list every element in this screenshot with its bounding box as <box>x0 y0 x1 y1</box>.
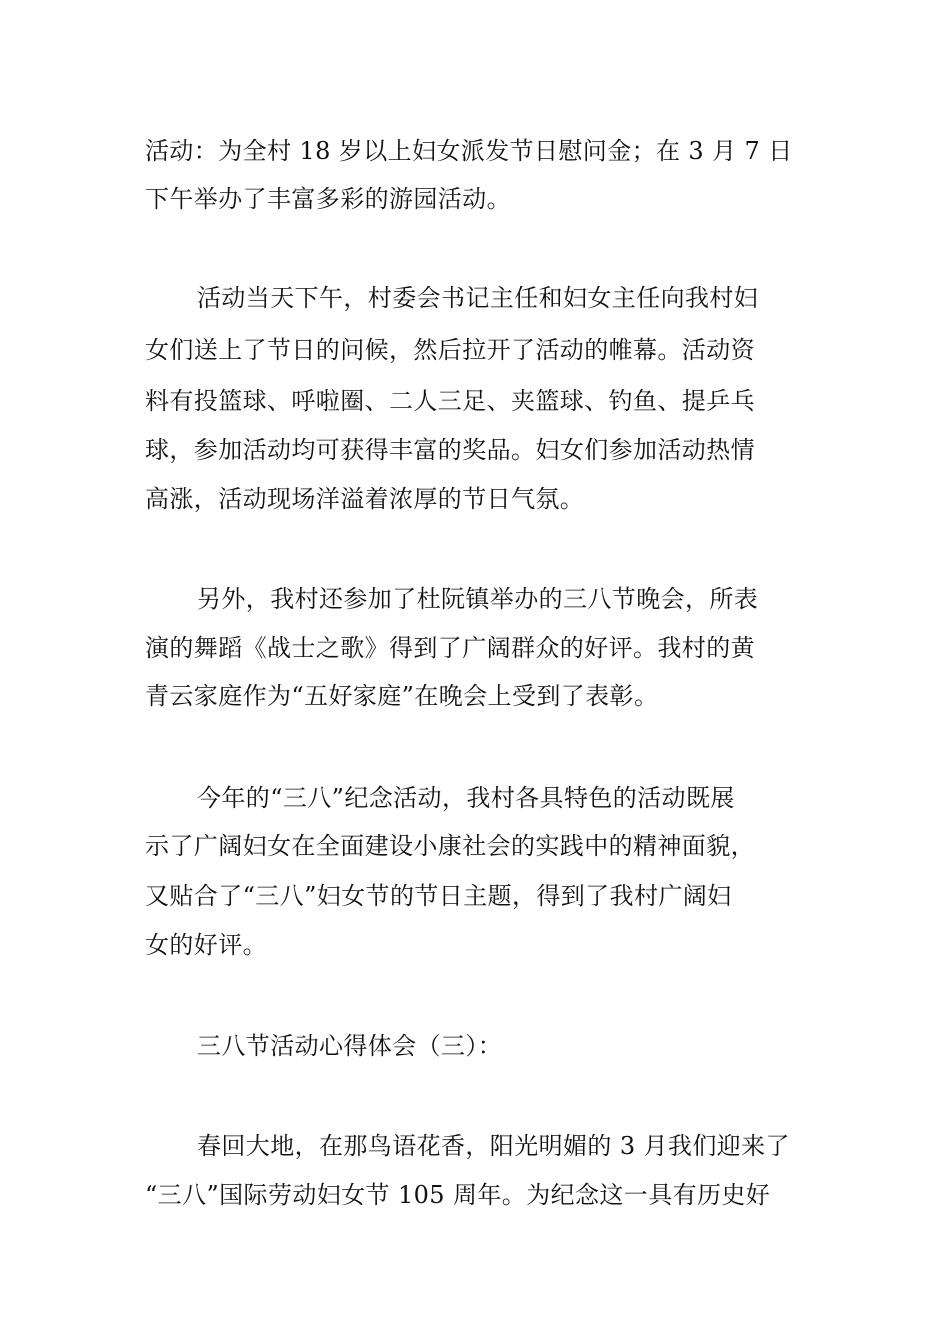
text-line: 女的好评。 <box>145 931 267 959</box>
text-line: 女们送上了节日的问候，然后拉开了活动的帷幕。活动资 <box>145 336 755 364</box>
text-line: 示了广阔妇女在全面建设小康社会的实践中的精神面貌， <box>145 832 755 860</box>
text-line: 又贴合了“三八”妇女节的节日主题，得到了我村广阔妇 <box>145 882 732 910</box>
text-line: 青云家庭作为“五好家庭”在晚会上受到了表彰。 <box>145 682 659 710</box>
text-line: 料有投篮球、呼啦圈、二人三足、夹篮球、钓鱼、提乒乓 <box>145 387 755 415</box>
text-line: 演的舞蹈《战士之歌》得到了广阔群众的好评。我村的黄 <box>145 634 755 662</box>
text-line: 活动当天下午，村委会书记主任和妇女主任向我村妇 <box>197 284 759 312</box>
text-line: 另外，我村还参加了杜阮镇举办的三八节晚会，所表 <box>197 585 759 613</box>
section-heading: 三八节活动心得体会（三）： <box>197 1032 503 1060</box>
text-line: “三八”国际劳动妇女节 105 周年。为纪念这一具有历史好 <box>145 1181 771 1209</box>
text-line: 球，参加活动均可获得丰富的奖品。妇女们参加活动热情 <box>145 436 755 464</box>
text-line: 高涨，活动现场洋溢着浓厚的节日气氛。 <box>145 485 585 513</box>
text-line: 下午举办了丰富多彩的游园活动。 <box>145 185 511 213</box>
text-line: 今年的“三八”纪念活动，我村各具特色的活动既展 <box>197 784 735 812</box>
text-line: 春回大地，在那鸟语花香，阳光明媚的 3 月我们迎来了 <box>197 1132 790 1160</box>
text-line: 活动：为全村 18 岁以上妇女派发节日慰问金；在 3 月 7 日 <box>145 137 793 165</box>
